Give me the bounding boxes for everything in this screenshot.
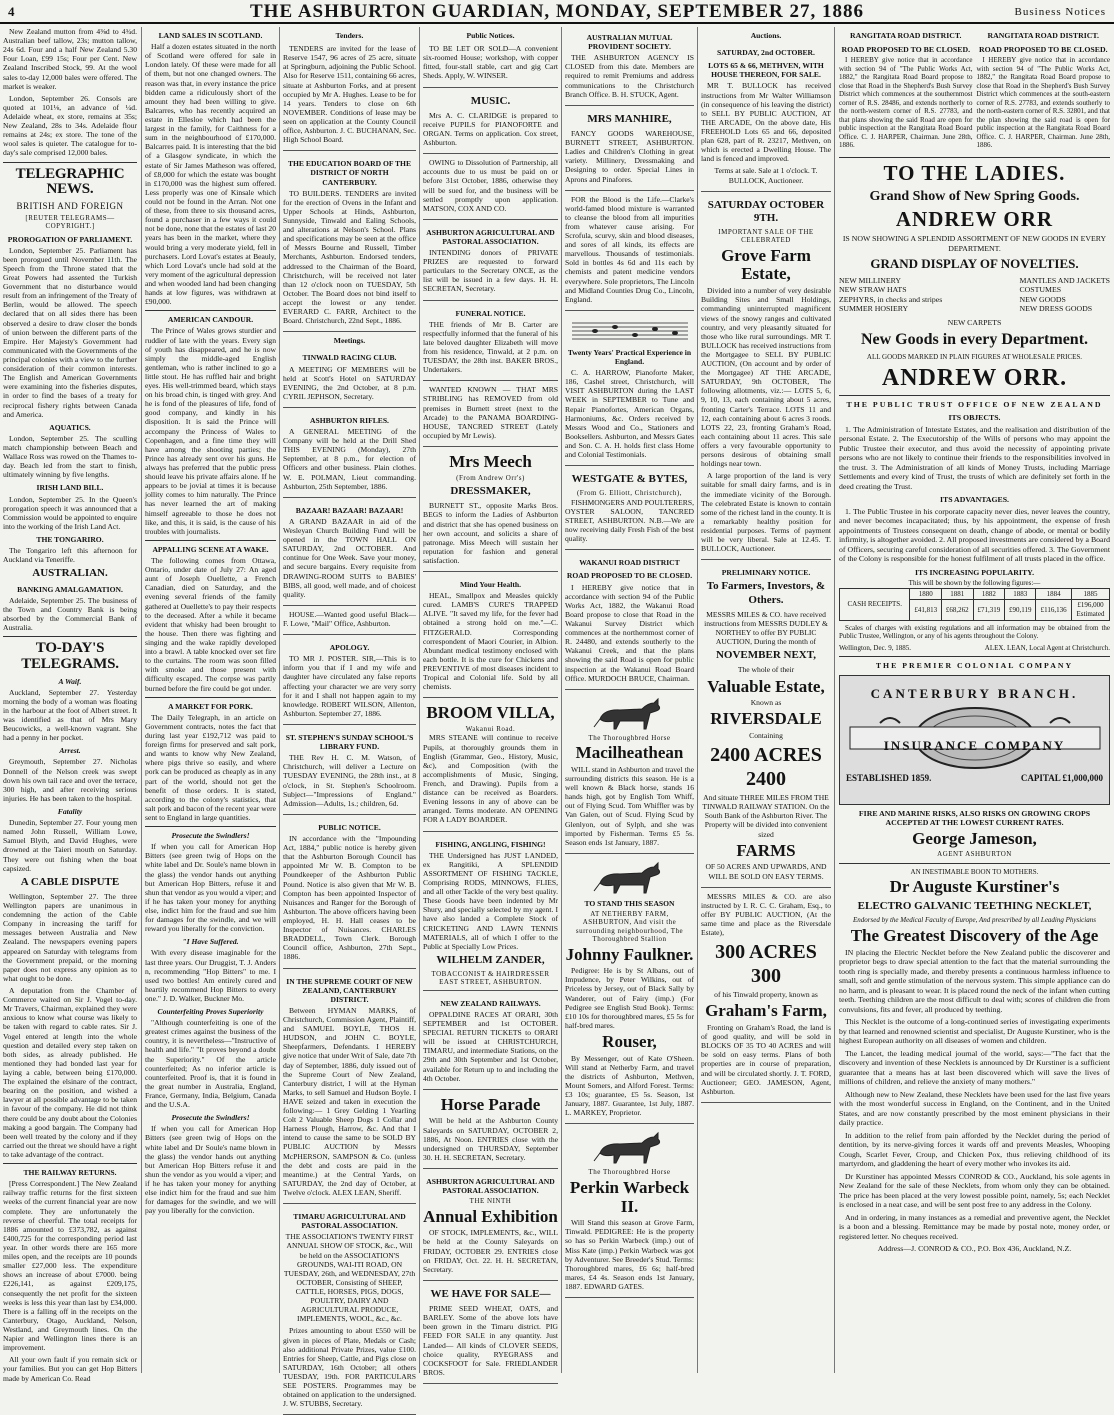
swindlers-heading-2: Prosecute the Swindlers! bbox=[171, 1113, 250, 1123]
objects-body: 1. The Administration of Intestate Estates, and the realisation and distribution of the personal Estate. 2. The Executorship of the Wills of persons who may appoint the Public Trustee their executor, and thus avoid the necessity of appointing private persons who are not likely to continue their friends to the responsibilities involved in the trust. 3. The Administration of all kinds of Money Trusts, including Marriage Settlements and every kind of Trust, the trusts of which are definitely set forth in the deed creating the Trust. bbox=[839, 424, 1110, 491]
divider bbox=[839, 157, 1110, 158]
table-cell: 1884 bbox=[1036, 588, 1072, 600]
acreage-heading: 2400 ACRES 2400 bbox=[710, 744, 822, 791]
manhire-body: FANCY GOODS WAREHOUSE, BURNETT STREET, ASHBURTON. Ladies and Children's Clothing in great variety. Millinery, Dressmaking and Designing to order. Special Lines in Aprons and Pinafores. bbox=[565, 128, 694, 184]
goods-item: NEW STRAW HATS bbox=[839, 285, 907, 295]
goods-item: SUMMER HOSIERY bbox=[839, 304, 909, 314]
piano-body: C. A. HARROW, Pianoforte Maker, 186, Cashel street, Christchurch, will VISIT ASHBURTON during the LAST WEEK in SEPTEMBER to Tune and Repair Pianofortes, American Organs, Harmoniums, &c. Orders received by Messrs Wood and Co., Stationers and Booksellers. Ashburton, and Messrs Gates and Son. C. A. H. holds first class Home and Colonial Testimonials. bbox=[565, 368, 694, 460]
amp-heading: AUSTRALIAN MUTUAL PROVIDENT SOCIETY. bbox=[586, 33, 673, 52]
perkin-ad bbox=[565, 1126, 694, 1298]
meech-name: Mrs Meech bbox=[449, 452, 532, 472]
section-label: Business Notices bbox=[1014, 6, 1106, 18]
rouser-name: Rouser, bbox=[602, 1031, 657, 1051]
meetings-heading: Meetings. bbox=[333, 336, 366, 346]
methven-heading: LOTS 65 & 66, METHVEN, WITH HOUSE THEREON, FOR SALE. bbox=[708, 61, 824, 80]
grove-date: SATURDAY OCTOBER 9TH. bbox=[707, 198, 825, 224]
methven-terms: Terms at sale. Sale at 1 o'clock. T. BULLOCK, Auctioneer. bbox=[714, 166, 818, 185]
swindlers-body-2: If when you call for American Hop Bitters (see green twig of Hops on the white label and Dr Soule's name blown in the glass) the vendor hands out anything but American Hop Bitters refuse it and shun the vendor as you would a viper; and if he has taken your money for anything else indict him for the fraud and sue him for damages for the swindle, and we will pay you liberally for the conviction. bbox=[145, 1124, 276, 1216]
annual-exhibition-ad bbox=[423, 1171, 558, 1281]
dissolution-ad bbox=[423, 156, 558, 220]
table-cell: 1885 bbox=[1071, 588, 1109, 600]
land-sales-heading: LAND SALES IN SCOTLAND. bbox=[158, 31, 263, 40]
stephens-heading: ST. STEPHEN'S SUNDAY SCHOOL'S LIBRARY FUND. bbox=[285, 733, 414, 752]
table-cell bbox=[1071, 600, 1109, 620]
divider bbox=[145, 826, 276, 827]
divider bbox=[839, 863, 1110, 864]
column-3 bbox=[279, 27, 419, 1409]
british-heading: BRITISH AND FOREIGN bbox=[16, 201, 124, 212]
table-cell: £71,319 bbox=[973, 600, 1005, 620]
telegraphic-heading: TELEGRAPHIC NEWS. bbox=[15, 165, 125, 198]
blood-ad bbox=[565, 193, 694, 311]
music-body: Mrs A. C. CLARIDGE is prepared to receive PUPILS for PIANOFORTE and ORGAN. Terms on application. Cox street, Ashburton. bbox=[423, 110, 558, 148]
manhire-ad bbox=[565, 108, 694, 191]
grove-farm-ad bbox=[701, 194, 831, 561]
market-report: New Zealand mutton from 4⅜d to 4¾d. Australian beef tallow, 23s; mutton tallow, 24s 6d. Four and a half New Zealand 5.30 Four Loan, £99 15s; Four per Cent. New Zealand Inscribed Stock, 99. At the wool sales to-day 12,000 bales were offered. The market is weaker. bbox=[3, 27, 137, 91]
logo-footer bbox=[840, 773, 1109, 784]
necklet-body-2: This Necklet is the outcome of a long-continued series of investigating experiments by that learned and renowned scientist and specialist, Dr Auguste Kurstiner, who is the highest European authority on all diseases of women and children. bbox=[839, 1017, 1110, 1046]
agri-prizes-ad bbox=[423, 222, 558, 301]
goods-item: ZEPHYRS, in checks and stripes bbox=[839, 294, 943, 304]
piano-ad bbox=[565, 313, 694, 466]
tinwald-heading: TINWALD RACING CLUB. bbox=[302, 353, 397, 363]
amp-ad bbox=[565, 27, 694, 106]
rangitata-heading-2: RANGITATA ROAD DISTRICT. bbox=[987, 31, 1099, 40]
swindlers-heading: Prosecute the Swindlers! bbox=[171, 831, 250, 841]
riversdale-intro: MESSRS MILES & CO. have received instructions from MESSRS DUDLEY & NORTHEY to offer BY PUBLIC AUCTION, During the month of bbox=[704, 609, 828, 647]
waif-body: Auckland, September 27. Yesterday morning the body of a woman was floating in the harbour at the foot of Albert street. It was identified as that of Mrs Mary Beucowicks, a well-known vagrant. She had a penny in her pocket. bbox=[3, 687, 137, 743]
boon-label: AN INESTIMABLE BOON TO MOTHERS. bbox=[910, 867, 1039, 876]
fatality-body: Dunedin, September 27. Four young men named John Russell, William Lowe, Samuel Blyth, and David Hughes, were drowned at the Taieri mouth on Saturday. They were out fishing when the boat capsized. bbox=[3, 818, 137, 873]
horse-parade-body: Will be held at the Ashburton County Saleyards on SATURDAY, OCTOBER 2, 1886, At Noon. ENTRIES close with the undersigned on THURSDAY, September 30. H. H. SECRETAN, Secretary. bbox=[423, 1116, 558, 1162]
meech-body: BURNETT ST., opposite Marks Bros. BEGS to inform the Ladies of Ashburton and district that she has opened business on her own account, and solicits a share of patronage. Miss Meech will sustain her reputation for fashion and general satisfaction. bbox=[423, 501, 558, 565]
methven-ad bbox=[701, 42, 831, 192]
wake-heading: APPALLING SCENE AT A WAKE. bbox=[152, 544, 269, 554]
graham-body: Fronting on Graham's Road, the land is of good quality, and will be sold in BLOCKS OF 35 TO 40 ACRES and will be sold on easy terms. Plans of both properties are in course of preparation, and will be circulated shortly. J. T. FORD, Auctioneer; GEO. JAMESON, Agent, Ashburton. bbox=[701, 1022, 831, 1096]
bazaar-body: A GRAND BAZAAR in aid of the Wesleyan Church Building Fund will be opened in the TOWN HALL ON SATURDAY, 2nd OCTOBER. And continue for One Week. Save your money, and secure bargains. Every requisite from DRAWING-ROOM SUITS to BABIES' BIBS, all good, well made, and of choicest quality. bbox=[283, 516, 416, 599]
bazaar-ad bbox=[283, 500, 416, 606]
macilheathean-body: WILL stand in Ashburton and travel the surrounding districts this season. He is a well known & Black horse, stands 16 hands high, got by English Tom Whiff, out of Flying Scud. Tom Whiffler was by Van Galen, out of Scud. Flying Scud by Glenlyon, out of Sylph, and she was imported by Fisherman. Terms £5 5s. Season ends 1st January, 1887. bbox=[565, 764, 694, 847]
horse-icon bbox=[590, 861, 670, 895]
meech-ad bbox=[423, 449, 558, 572]
rifles-heading: ASHBURTON RIFLES. bbox=[310, 415, 389, 425]
estimated-amount: £196,000 bbox=[1077, 601, 1104, 610]
insurance-company-name: INSURANCE COMPANY bbox=[883, 737, 1066, 753]
seed-body: PRIME SEED WHEAT, OATS, and BARLEY. Some of the above lots have been grown in the Timaru district. PIG FEED FOR SALE in any quantity. Just Landed— All kinds of CLOVER SEEDS, choice quality, RYEGRASS and COCKSFOOT for Sale. FRIEDLANDER BROS. bbox=[423, 1304, 558, 1377]
public-notices-heading: Public Notices. bbox=[466, 31, 515, 40]
australian-heading: AUSTRALIAN. bbox=[32, 567, 108, 580]
railway-returns-body: [Press Correspondent.] The New Zealand railway traffic returns for the first sixteen weeks of the current financial year are now complete. They are unfortunately the reverse of cheerful. The total receipts for 1886 amounted to £373,782, as against £400,725 for the corresponding period last year. In other words there are 165 more miles open, and the receipts are 10 pounds smaller £27,000 less. The expenditure shows an increase of about £7000. being £226,141, as against £209,175, consequently the net profit for the sixteen weeks is less this year than last by £34,000. There is a falling off in the receipts on the Canterbury, Otago, Auckland, Nelson, Westland, and Greymouth lines. On the Napier and Wellington lines there is an improvement. bbox=[3, 1179, 137, 1353]
blood-body: FOR the Blood is the Life.—Clarke's world-famed blood mixture is warranted to cleanse the blood from all impurities from whatever cause arising. For Scrofula, scurvy, skin and blood diseases, and sores of all kinds, its effects are marvellous. Thousands of testimonials. Sold in bottles 4s 6d and 11s each by chemists and patent medicine vendors everywhere. Sole proprietors, The Lincoln and Midland Counties Drug Co., Lincoln, England. bbox=[565, 194, 694, 304]
rangitata-sub-1: ROAD PROPOSED TO BE CLOSED. bbox=[841, 44, 971, 54]
rangitata-notice-2 bbox=[977, 27, 1111, 153]
goods-item: NEW DRESS GOODS bbox=[1019, 304, 1093, 314]
dressmaker-heading: DRESSMAKER, bbox=[450, 485, 531, 498]
rangitata-notice-1 bbox=[839, 27, 973, 153]
horse-parade-heading: Horse Parade bbox=[440, 1094, 541, 1114]
perkin-body: Will Stand this season at Grove Farm, Tinwald. PEDIGREE: He is the property so has so Perkin Warbeck (imp.) out of Miss Kate (imp.) Perkin Warbeck was got by Adventurer. See Breeder's Stud. Terms: Thoroughbred mares, £6 6s; half-bred mares, £4 4s. Season ends 1st January, 1887. EDWARD GATES. bbox=[565, 1218, 694, 1291]
tender-body: TENDERS are invited for the lease of Reserve 1547, 96 acres of 25 acre, situate at Springburn, adjoining the Public School. Also for Reserve 1511, containing 66 acres, situate at Ashburton Forks, and at present occupied by Mr A. Hughes. Lease to be for 14 years. Tenders to close on 6th NOVEMBER. Conditions of lease may be seen on application at the County Council office, Ashburton. J. C. BUCHANAN, Sec. High School Board. bbox=[283, 44, 416, 145]
westgate-body: FISHMONGERS AND POULTERERS, OYSTER SALOON, TANCRED STREET, ASHBURTON. N.B.—We are now receiving daily Fresh Fish of the best quality. bbox=[565, 497, 694, 544]
music-ad bbox=[423, 90, 558, 155]
stand-heading: TO STAND THIS SEASON bbox=[584, 898, 675, 908]
piano-heading: Twenty Years' Practical Experience in England. bbox=[567, 347, 692, 367]
kurstiner-agents: Dr Kurstiner has appointed Messrs CONROD & CO., Auckland, his sole agents in New Zealand for the sale of these Necklets, from whom only they can be obtained. The price has been placed at the very lowest possible point, namely, 5s; each Necklet is enclosed in a neat case, and will be sent post free to any address in the Colony. bbox=[839, 1171, 1110, 1210]
column-5 bbox=[561, 27, 697, 1373]
methven-date: SATURDAY, 2nd OCTOBER. bbox=[717, 48, 815, 58]
lancet-quote: The Lancet, the leading medical journal of the world, says:—"The fact that the discovery and invention of these Necklets is announced by Dr Kurstiner is a sufficient guarantee that a means has at last been discovered which will save the lives of millions of children, and relieve the anxiety of many mothers." bbox=[839, 1048, 1110, 1087]
graham-intro: MESSRS MILES & CO. are also instructed by I. R. C. C. Graham, Esq., to offer BY PUBLIC AUCTION, (At the same time and place as the Riversdale Estate), bbox=[701, 891, 831, 938]
grove-sub: IMPORTANT SALE OF THE CELEBRATED bbox=[718, 228, 814, 245]
electro-heading: ELECTRO GALVANIC TEETHING NECKLET, bbox=[857, 900, 1092, 913]
education-board-body: TO BUILDERS. TENDERS are invited for the erection of Ovens in the Infant and Upper Schools at Hinds, Ashburton, Sunnyside, Tinwald and Ealing Schools, and alterations at Nelson's School. Plans and specifications may be seen at the office of Messrs Bourne and Russell, Timber Merchants, Ashburton. Endorsed tenders, addressed to the Chairman of the Board, Christchurch, will be received not later than 12 o'clock noon on TUESDAY, 5th October. The Board does not bind itself to accept the lowest or any tender. EVERARD C. FARR, Architect to the Board. Christchurch, 22nd Sept., 1886. bbox=[283, 188, 416, 326]
wake-body: The following comes from Ottawa, Ontario, under date of July 27: An aged aunt of Joseph Ouellette, a French Canadian, died on Saturday, and the evening several friends of the family gathered at Ouellette's to pay their respects to the deceased. After a while it became evident that whisky had been brought to the house. Then there was fighting and singing and the wake rapidly developed into a brawl. A table knocked over set fire to the curtains. The room was soon filled with smoke and those present with difficulty escaped. The corpse was partly burned before the fire could be got under. bbox=[145, 556, 276, 693]
timaru-body: THE ASSOCIATION'S TWENTY FIRST ANNUAL SHOW OF STOCK, &c., Will be held on the ASSOCIATION'S GROUNDS, WAI-ITI ROAD, ON TUESDAY, 26th, and WEDNESDAY, 27th OCTOBER, Consisting of SHEEP, CATTLE, HORSES, PIGS, DOGS, POULTRY, DAIRY AND AGRICULTURAL PRODUCE, IMPLEMENTS, WOOL, &c., &c. bbox=[283, 1232, 416, 1324]
rangitata-body-2: I HEREBY give notice that in accordance with section 94 of "The Public Works Act, 1882," the Rangitata Road Board propose to close that Road in the Shepherd's Bush Survey District which commences at the south-eastern corner of R.S. 27783, and extends southerly to the north-eastern corner of R.S. 32801, and that the plan showing the said road is open for public inspection at the Rangitata Road Board Office. C. J. HARPER, Chairman. June 28th, 1886. bbox=[976, 56, 1110, 150]
divider bbox=[839, 395, 1110, 396]
premier-heading: THE PREMIER COLONIAL COMPANY bbox=[875, 661, 1074, 671]
table-cell: 1882 bbox=[973, 588, 1005, 600]
timaru-heading: TIMARU AGRICULTURAL AND PASTORAL ASSOCIATION. bbox=[293, 1212, 406, 1231]
andrew-orr-heading: ANDREW ORR bbox=[895, 207, 1054, 232]
divider bbox=[3, 1163, 137, 1164]
broom-villa-name: BROOM VILLA, bbox=[426, 703, 555, 723]
stand-sub: AT NETHERBY FARM, ASHBURTON, And visit the surrounding neighbourhood, The Thoroughbred Stallion bbox=[575, 909, 684, 944]
wanted-known-ad bbox=[423, 383, 558, 447]
goods-list-right bbox=[1019, 276, 1110, 314]
timaru-ad bbox=[283, 1206, 416, 1415]
perkin-sub: The Thoroughbred Horse bbox=[588, 1168, 671, 1177]
spring-goods-heading: Grand Show of New Spring Goods. bbox=[869, 188, 1080, 204]
funeral-heading: FUNERAL NOTICE. bbox=[455, 308, 526, 318]
funeral-body: THE friends of Mr B. Carter are respectfully informed that the funeral of his late beloved daughter Elizabeth will move from his residence, Tinwald, at 2 p.m. on TUESDAY, the 28th inst. BAKER BROS., Undertakers. bbox=[423, 319, 558, 375]
advantages-body: 1. The Public Trustee in his corporate capacity never dies, never leaves the country, and never becomes incapacitated; thus, by his appointment, the expense of fresh appointments of Trustees consequent on death, change of abode, or mental or bodily infirmity, is altogether avoided. 2. All proposed investments are considered by a Board of Officers, securing careful consideration of all securities offered. 3. The Government of the Colony is responsible for the honest fulfilment of all trusts placed in the office. bbox=[839, 506, 1110, 564]
tongariro-heading: THE TONGARIRO. bbox=[36, 535, 104, 544]
grove-body-2: A large proportion of the land is very suitable for small dairy farms, and is in the immediate vicinity of the Borough. The celebrated Estate is known to contain some of the richest land in the county. It is a remarkably healthy position for residential purposes. Terms of payment will be very liberal. Sale at 12.45. T. BULLOCK, Auctioneer. bbox=[701, 471, 831, 554]
established-label: ESTABLISHED 1859. bbox=[846, 773, 932, 784]
westgate-ad bbox=[565, 468, 694, 550]
necklet-body-4: In addition to the relief from pain afforded by the Necklet during the period of dentition, by its nerve-giving forces it wards off and prevents Measles, Whooping Cough, Scarlet Fever, Croup, and Chicken Pox, thus relieving childhood of its martyrdom, and gladdening the heart of every mother who invokes its aid. bbox=[839, 1130, 1110, 1169]
novelties-heading: GRAND DISPLAY OF NOVELTIES. bbox=[870, 256, 1079, 272]
johnny-faulkner-body: Pedigree: He is by St Albans, out of Impudence, by Peter Wilkins, out of Priceless by Jersey, out of Black Sally by Wanderer, out of Fairy (imp.) (For Pedigree see English Stud Book). Terms: £10 10s for thoroughbred mares, £5 5s for half-bred mares. bbox=[565, 966, 694, 1030]
manhire-heading: MRS MANHIRE, bbox=[587, 112, 672, 125]
supreme-court-body: Between HYMAN MARKS, of Christchurch, Commission Agent, Plaintiff, and SAMUEL BOYLE, THOS H. HUDSON, and JOHN C. BOYLE, Sheepfarmers, Defendants. I HEREBY give notice that under Writ of Sale, date 7th day of September, 1886, duly issued out of the Supreme Court of New Zealand, Canterbury district, I will at the Hyman Marks, to sell Samuel and Hudson Boyle. I HAVE seized and taken in execution the following:— 1 Grey Gelding 1 Yearling Colt 2 Valuable Sheep Dogs 1 Collar and Harness Plough, Harrow, &c. And that I intend to cause the same to be SOLD BY PUBLIC AUCTION by Messrs McPHERSON, SAMPSON & Co. (unless the debt and costs are paid in the meantime.) at the Central Yards, on SATURDAY, the 2nd day of October, at Twelve o'clock. ALEX LEAN, Sheriff. bbox=[283, 1005, 416, 1198]
containing-text: Containing bbox=[749, 731, 783, 741]
known-as: Known as bbox=[750, 698, 782, 708]
goods-list bbox=[839, 276, 1110, 314]
fishing-heading: FISHING, ANGLING, FISHING! bbox=[435, 839, 546, 849]
bazaar-heading: BAZAAR! BAZAAR! BAZAAR! bbox=[295, 505, 404, 515]
aquatics-body: London, September 25. The sculling match championship between Beach and Wallace Ross was rowed on the Thames to-day. Beach led from the start to finish, ultimately winning by five lengths. bbox=[3, 433, 137, 480]
table-cell: CASH RECEIPTS. bbox=[840, 588, 910, 620]
annual-exhibition-body: OF STOCK, IMPLEMENTS, &c., WILL be held at the County Saleyards on FRIDAY, OCTOBER 29. ENTRIES close on FRIDAY, Oct. 22. H. H. SECRETAN, Secretary. bbox=[423, 1228, 558, 1274]
macilheathean-sub: The Thoroughbred Horse bbox=[588, 733, 671, 742]
rifles-ad bbox=[283, 410, 416, 498]
goods-item: NEW MILLINERY bbox=[839, 275, 902, 285]
fishing-body: THE Undersigned has JUST LANDED, ex Rangitiki, A SPLENDID ASSORTMENT OF FISHING TACKLE, Comprising RODS, MINNOWS, FLIES, and all other Tackle of the very best quality. These Goods have been indented by Mr Shury, and specially selected by my agent. I have also landed a Complete Stock of CRICKETING AND LAWN TENNIS MATERIALS, all of which I offer to the Public at Specially Low Prices. bbox=[423, 850, 558, 951]
hop-bitters-note: All your own fault if you remain sick or your families. But you can get Hop Bitters made by American Co. Read bbox=[3, 1355, 137, 1383]
riversdale-ad bbox=[701, 562, 831, 887]
november-heading: NOVEMBER NEXT, bbox=[715, 649, 817, 662]
goods-list-left bbox=[839, 276, 942, 314]
marked-label: ALL GOODS MARKED IN PLAIN FIGURES AT WHOLESALE PRICES. bbox=[866, 352, 1083, 361]
seed-heading: WE HAVE FOR SALE— bbox=[430, 1287, 551, 1300]
seed-ad bbox=[423, 1283, 558, 1384]
graham-known: of his Tinwald property, known as bbox=[714, 990, 818, 1000]
carpets-label: NEW CARPETS bbox=[947, 317, 1002, 327]
prorogation-body: London, September 25. Parliament has been prorogued until November 11th. The Speech from the Throne stated that the Great Powers had assented the Turkish Government that no disturbance would result from an infringement of the Treaty of Berlin, would be allowed. The speech declared that on all sides there has been observed a desire to draw closer the bonds of union between the different parts of the Empire. Her Majesty's Government had communicated with the Governments of the principal colonies with a view to the further consideration of their common interests. The English and American Governments were examining into the fisheries disputes, in order to find the bases of a treaty for reciprocal fishery rights between Canada and America. bbox=[3, 245, 137, 419]
whole-text: The whole of their bbox=[737, 665, 795, 675]
market-report-2: London, September 26. Consols are quoted at 101⅛, an advance of ¼d. Adelaide wheat, ex store, remains at 35s; New Zealand, 28s to 34s. Adelaide flour remains at 24s; ex store. The tone of the wool sales is quieter. The catalogue for to-day's sale comprised 12,000 bales. bbox=[3, 93, 137, 158]
johnny-faulkner-name: Johnny Faulkner. bbox=[565, 944, 694, 964]
capital-label: CAPITAL £1,000,000 bbox=[1020, 773, 1103, 784]
rangitata-heading-1: RANGITATA ROAD DISTRICT. bbox=[850, 31, 962, 40]
tongariro-body: The Tongariro left this afternoon for Auckland via Teneriffe. bbox=[3, 546, 137, 565]
public-notice-heading: PUBLIC NOTICE. bbox=[318, 822, 381, 832]
stephens-ad bbox=[283, 727, 416, 815]
table-cell: £68,262 bbox=[942, 600, 974, 620]
dissolution-body: OWING to Dissolution of Partnership, all accounts due to us must be paid on or before 31st October, 1886, otherwise they will be sued for, and the business will be settled promptly upon application. MATSON, COX AND CO. bbox=[423, 158, 558, 213]
table-cell: 1880 bbox=[910, 588, 942, 600]
broom-villa-sub: Wakanui Road. bbox=[465, 725, 516, 734]
grove-farm-heading: Grove Farm Estate, bbox=[721, 245, 811, 284]
popularity-heading: ITS INCREASING POPULARITY. bbox=[914, 567, 1035, 577]
prorogation-heading: PROROGATION OF PARLIAMENT. bbox=[7, 234, 133, 244]
westgate-sub: (From G. Elliott, Christchurch), bbox=[576, 489, 683, 498]
rouser-body: By Messenger, out of Kate O'Sheen. Will stand at Netherby Farm, and travel the districts of Ashburton, Methven, Mount Somers, and Alford Forest. Terms: £3 10s; guarantee, £5 5s. Season, 1st January, 1887. Guarantee, 1st July, 1887. L. MARKEY, Proprietor. bbox=[565, 1053, 694, 1118]
arrest-body: Greymouth, September 27. Nicholas Donnell of the Nelson creek was swept down his own tail race and over the terrace, 300 high, and after receiving serious injuries. He has been taken to the hospital. bbox=[3, 757, 137, 803]
irish-body: London, September 25. In the Queen's prorogation speech it was announced that a Commission would be appointed to enquire into the working of the Irish Land Act. bbox=[3, 494, 137, 531]
tenders-heading: Tenders. bbox=[335, 31, 364, 40]
farmers-heading: To Farmers, Investors, & Others. bbox=[706, 580, 826, 606]
riversdale-situate: And situate THREE MILES FROM THE TINWALD RAILWAY STATION. On the South Bank of the Ashburton River. The Property will be divided into convenient sized bbox=[702, 793, 830, 839]
graham-farm-heading: Graham's Farm, bbox=[705, 1001, 827, 1021]
macilheathean-name: Macilheathean bbox=[575, 743, 684, 763]
annual-exhibition-heading: Annual Exhibition bbox=[423, 1206, 558, 1226]
agri-prizes-heading: ASHBURTON AGRICULTURAL AND PASTORAL ASSOCIATION. bbox=[426, 227, 555, 246]
cable-dispute-heading: A CABLE DISPUTE bbox=[20, 875, 120, 888]
health-ad bbox=[423, 574, 558, 698]
table-cell: £90,119 bbox=[1005, 600, 1036, 620]
exhibition-association: ASHBURTON AGRICULTURAL AND PASTORAL ASSOCIATION. bbox=[426, 1177, 555, 1196]
banking-body: Adelaide, September 25. The business of the Town and Country Bank is being absorbed by the Commercial Bank of Australia. bbox=[3, 595, 137, 632]
broom-villa-ad bbox=[423, 700, 558, 831]
rifles-body: A GENERAL MEETING of the Company will be held at the Drill Shed THIS EVENING (Monday), 27th September, at 8 p.m., for election of Officers and other business. Plain clothes. W. E. POLMAN, Lieut commanding. Ashburton, 25th September, 1886. bbox=[283, 427, 416, 491]
orr-body: IS NOW SHOWING A SPLENDID ASSORTMENT OF NEW GOODS IN EVERY DEPARTMENT. bbox=[842, 234, 1107, 253]
meech-sub: (From Andrew Orr's) bbox=[456, 473, 525, 482]
public-notice-ad bbox=[283, 817, 416, 969]
andrew-orr-heading-2: ANDREW ORR. bbox=[881, 364, 1068, 391]
divider bbox=[145, 310, 276, 311]
estimated-label: Estimated bbox=[1076, 610, 1105, 618]
horse-parade-ad bbox=[423, 1092, 558, 1169]
ladies-heading: TO THE LADIES. bbox=[883, 160, 1066, 185]
horse-icon bbox=[590, 1131, 670, 1165]
methven-body: MR T. BULLOCK has received instructions from Mr Walter Williamson (in consequence of his leaving the district) to SELL BY PUBLIC AUCTION, AT THE ARCADE, On the above date, His FREEHOLD Lots 65 and 66, deposited plan 628, part of R. 23217, Methven, on which is erected a Dwelling House. The land is fenced and improved. bbox=[701, 81, 831, 164]
fishing-ad bbox=[423, 834, 558, 991]
rangitata-body-1: I HEREBY give notice that in accordance with section 94 of "The Public Works Act, 1882," the Rangitata Road Board propose to close that Road in the Shepherd's Bush Survey District which commences at the southernmost corner of R.S. 28486, and extends northerly to the north-western corner of R.S. 27783, and that plans showing the said Road are open for public inspection at the Rangitata Road Board Office. C. J. HARPER, Chairman. June 28th, 1886. bbox=[839, 56, 973, 150]
column-6 bbox=[697, 27, 834, 1373]
music-heading: MUSIC. bbox=[470, 94, 511, 107]
education-board-ad bbox=[283, 153, 416, 332]
suffered-heading: "I Have Suffered. bbox=[182, 937, 239, 947]
westgate-heading: WESTGATE & BYTES, bbox=[571, 473, 688, 486]
advantages-heading: ITS ADVANTAGES. bbox=[939, 495, 1010, 505]
column-2 bbox=[141, 27, 279, 1373]
newspaper-title: THE ASHBURTON GUARDIAN, MONDAY, SEPTEMBER 27, 1886 bbox=[250, 1, 864, 22]
preliminary-heading: PRELIMINARY NOTICE. bbox=[721, 568, 811, 578]
tinwald-body: A MEETING OF MEMBERS will be held at Scott's Hotel on SATURDAY EVENING, the 2nd October, at 8 p.m. CYRIL JEPHSON, Secretary. bbox=[283, 364, 416, 401]
wakanui-sub: ROAD PROPOSED TO BE CLOSED. bbox=[566, 571, 693, 581]
health-body: HEAL, Smallpox and Measles quickly cured. LAMB'S CURE'S TRAPPED ALIVE. "It saved my life, for the fever had obtained a strong hold on me."—C. FITZGERALD. Corresponding correspondent of Maori Courier, in Albion. Abundant medical testimony enclosed with each bottle. It is the cure for Chickens and PREVENTIVE of most diseases incident to Tropical and Colonial life. Sold by all chemists. bbox=[423, 591, 558, 692]
jameson-sub: AGENT ASHBURTON bbox=[937, 850, 1012, 859]
reuter-label: [REUTER TELEGRAMS—COPYRIGHT.] bbox=[25, 213, 115, 231]
column-1 bbox=[0, 27, 140, 1383]
land-sales-body: Half a dozen estates situated in the north of Scotland were offered for sale in London lately. Of these were made for all of them, but not one changed owners. The reason was that, in every instance the price bidden came a ridiculously short of the amount they had been willing to give. Balcarres, who has recently acquired an estate in Ellesloe which had been the largest in the family, for Caithness for a sum in the neighbourhood of £170,000. Balcarres paid. It is interesting that the bid of a Glasgow syndicate, in which the estate of Sir James Matheson was offered, of £8,000 for which the estate was bought in £170,000 was the highest sum offered. Less properly was one of Kinsale which could not be found in the Arran. Not one of these, from three to six thousand acres, found a purchaser in a few ways it could not be done, none that the estates of last 20 years has been in the market, where they would bring a very moderate yield, fell in purchasers. Lord Lovat's estates at Beauly, which Lord Lovat's uncle had sold at the very moment of the agricultural depression and when wooded land had been changing hands at low figures, was withdrawn at £90,000. bbox=[145, 42, 276, 307]
page-number: 4 bbox=[8, 4, 16, 19]
table-row bbox=[840, 588, 1110, 600]
tender-ad bbox=[283, 42, 416, 151]
waif-heading: A Waif. bbox=[58, 676, 82, 686]
candour-heading: AMERICAN CANDOUR. bbox=[167, 315, 254, 325]
necklet-body: IN placing the Electric Necklet before the New Zealand public the discoverer and proprietor begs to draw special attention to the fact that the material surrounding the tooth ring is specially made, and thereby presents a continuous harmless influence to small, soft and gentle stimulation of the nervous system. This simple appliance can do no harm, and is pleasant to wear. It is placed round the neck of the infant when cutting teeth. Teething children are the most difficult to deal with; scores of children die from convulsions, fits and fever, all produced by teething. bbox=[839, 947, 1110, 1014]
goods-item: MANTLES AND JACKETS bbox=[1019, 275, 1110, 285]
public-trust-heading: THE PUBLIC TRUST OFFICE OF NEW ZEALAND bbox=[846, 399, 1103, 409]
rangitata-notices bbox=[839, 27, 1110, 153]
agri-prizes-body: INTENDING donors of PRIVATE PRIZES are requested to forward particulars to the Secretary ONCE, as the list will be issued in a few days. H. H. SECRETAN, Secretary. bbox=[423, 248, 558, 294]
supreme-court-heading: IN THE SUPREME COURT OF NEW ZEALAND, CANTERBURY DISTRICT. bbox=[286, 976, 413, 1004]
valuable-estate-heading: Valuable Estate, bbox=[707, 676, 825, 696]
health-heading: Mind Your Health. bbox=[460, 580, 521, 590]
tinwald-ad bbox=[283, 347, 416, 408]
wakanui-heading: WAKANUI ROAD DISTRICT bbox=[579, 558, 680, 568]
public-notice-body: IN accordance with the "Impounding Act, 1884," public notice is hereby given that the Ashburton Borough Council has appointed Mr W. B. Compton to be Poundkeeper of the Ashburton Public Pound. Notice is also given that Mr W. B. Compton has been appointed Inspector of Nuisances and Ranger for the Borough of Ashburton. The above officers having been employed, H. H. Hall ceases to be Inspector of Nuisances. CHARLES BRADDELL, Town Clerk. Borough Council office, Ashburton, 27th Sept., 1886. bbox=[283, 833, 416, 962]
macilheathean-ad bbox=[565, 692, 694, 854]
house-body: HOUSE.—Wanted good useful Black—F. Lowe, "Mail" Office, Ashburton. bbox=[283, 609, 416, 629]
divider bbox=[3, 162, 137, 163]
objects-heading: ITS OBJECTS. bbox=[948, 413, 1001, 423]
stephens-body: THE Rev H. C. M. Watson, of Christchurch, will deliver a Lecture on TUESDAY EVENING, the 28th inst., at 8 o'clock, in St. Stephen's Schoolroom. Subject—"Impressions of England." Admission—Adults, 1s.; children, 6d. bbox=[283, 753, 416, 808]
divider bbox=[145, 697, 276, 698]
cable-body: Wellington, September 27. The three Wellington papers are unanimous in condemning the action of the Cable Company in increasing the tariff for messages between Australia and New Zealand. The newspapers evening papers appeared on Saturday with telegrams from the Government prepaid, or the morning paper does not express any opinion as to what ought to be done. bbox=[3, 891, 137, 983]
apology-heading: APOLOGY. bbox=[329, 643, 370, 653]
greatest-discovery-heading: The Greatest Discovery of the Age bbox=[850, 926, 1099, 945]
lean-agent: ALEX. LEAN, Local Agent at Christchurch. bbox=[984, 643, 1110, 652]
receipts-table bbox=[839, 588, 1110, 621]
cable-body-2: A deputation from the Chamber of Commerce waited on Sir J. Vogel to-day. Mr Travers, Chairman, explained they were anxious to know what course was likely to be taken with regard to cable rates. Sir J. Vogel entered at length into the whole question and detailed every step taken on both sides, as already published. He mentioned they had bonded last year for laying a cable, between being £170,000. The explained the elsinare of the contract, bearing on the position, and wished a lawyer at all possible advantage to be taken in favour of the company. He did not think there could be any doubt about the Colonies making a good bargain. The Company had been well treated by the colony and if they carried out the threat we should have a right to take advantage of the contract. bbox=[3, 986, 137, 1159]
farms-terms: OF 50 ACRES AND UPWARDS, AND WILL BE SOLD ON EASY TERMS. bbox=[705, 862, 827, 881]
pork-heading: A MARKET FOR PORK. bbox=[168, 701, 253, 711]
divider bbox=[3, 636, 137, 637]
ordering-note: And in ordering, in many instances as a remedial and preventive agent, the Necklet is a boon and a blessing. Remittance may be made by postal note, money order, or registered letter. No cheques received. bbox=[839, 1212, 1110, 1241]
irish-heading: IRISH LAND BILL. bbox=[36, 483, 104, 493]
masthead bbox=[0, 0, 1114, 24]
exhibition-ninth: THE NINTH bbox=[469, 1197, 512, 1206]
column-7-wide bbox=[834, 27, 1114, 1373]
figures-note: This will be shown by the following figures:— bbox=[908, 579, 1041, 588]
table-cell: 1881 bbox=[942, 588, 974, 600]
swindlers-body: If when you call for American Hop Bitters (see green twig of Hops on the white label and Dr. Soule's name blown in the glass) the vendor hands out anything but American Hop Bitters, refuse it and shun that vendor as you would a viper; and if he has taken your money for anything else, indict him for the fraud and sue him for damages for the swindle, and we will reward you liberally for the conviction. bbox=[145, 842, 276, 934]
wanted-known-body: WANTED KNOWN — THAT MRS STRIBLING has REMOVED from old premises in Burnett street (next to the Arcade) to the PANAMA BOARDING-HOUSE, TANCRED STREET (Lately occupied by Mr Lewis). bbox=[423, 385, 558, 440]
farms-heading: FARMS bbox=[736, 840, 796, 860]
music-staff-icon bbox=[570, 318, 690, 344]
graham-acreage: 300 ACRES 300 bbox=[715, 941, 817, 988]
column-4 bbox=[419, 27, 561, 1377]
pork-body: The Daily Telegraph, in an article on Government contracts, notes the fact that during last year £192,712 was paid to foreign firms for preserved and salt pork, and wants to know why New Zealand, where pigs thrive so easily, and where pork can be produced as cheaply as in any part of the world, should not get the benefit of those orders. It is stated, according to the colony's statistics, that salt pork and bacon of the recent year were sent to England in large quantities. bbox=[145, 712, 276, 822]
house-ad bbox=[283, 608, 416, 635]
railways-body: OPPALDINE RACES AT ORARI, 30th SEPTEMBER and 1st OCTOBER. SPECIAL RETURN TICKETS to ORARI will be issued at CHRISTCHURCH, TIMARU, and intermediate Stations, on the 29th and 30th September and 1st October, available for Return up to and including the 4th October. bbox=[423, 1009, 558, 1083]
riversdale-heading: RIVERSDALE bbox=[710, 709, 822, 729]
perkin-name: Perkin Warbeck II. bbox=[569, 1177, 690, 1216]
goods-item: COSTUMES bbox=[1019, 285, 1062, 295]
johnny-faulkner-ad bbox=[565, 856, 694, 1125]
jameson-name: George Jameson, bbox=[912, 828, 1037, 848]
railways-heading: NEW ZEALAND RAILWAYS. bbox=[440, 998, 541, 1008]
graham-farm-ad bbox=[701, 890, 831, 1103]
horse-icon bbox=[590, 697, 670, 731]
auctions-heading: Auctions. bbox=[750, 31, 782, 40]
fatality-heading: Fatality bbox=[57, 806, 83, 816]
supreme-court-ad bbox=[283, 971, 416, 1205]
goods-item: NEW GOODS bbox=[1019, 294, 1066, 304]
scales-note: Scales of charges with existing regulations and all information may be obtained from the Public Trustee, Wellington, or any of his agents throughout the Colony. bbox=[839, 623, 1110, 641]
rangitata-sub-2: ROAD PROPOSED TO BE CLOSED. bbox=[978, 44, 1108, 54]
divider bbox=[145, 540, 276, 541]
branch-heading: CANTERBURY BRANCH. bbox=[870, 685, 1079, 701]
table-cell: £116,136 bbox=[1036, 600, 1072, 620]
grove-body: Divided into a number of very desirable Building Sites and Small Holdings, commanding uninterrupted magnificent views of the snowy ranges and cultivated country, and very pleasantly situated for those who like rural surroundings. MR T. BULLOCK has received instructions from the Mortgagee to SELL BY PUBLIC AUCTION, (On account and by order of the Mortgagee) AT THE ARCADE, SATURDAY, 9th OCTOBER, The following allotments, viz.:— LOTS 5, 6, 9, 10, 13, each containing about 5 acres, fronting Carter's Terrace. LOTS 11 and 12, each containing about 6 acres 3 roods. LOTS 22, 23, fronting Graham's Road, each containing about 11 acres. This sale offers a very favourable opportunity to persons desirous of obtaining small holdings near town. bbox=[701, 286, 831, 469]
education-board-heading: THE EDUCATION BOARD OF THE DISTRICT OF NORTH CANTERBURY. bbox=[287, 159, 412, 187]
apology-ad bbox=[283, 637, 416, 725]
railway-returns-heading: THE RAILWAY RETURNS. bbox=[23, 1168, 117, 1178]
todays-telegrams-heading: TO-DAY'S TELEGRAMS. bbox=[21, 640, 119, 672]
timaru-body-2: Prizes amounting to about £550 will be given in pieces of Plate, Medals or Cash; also additional Private Prizes, value £100. Entries for Sheep, Cattle, and Pigs close on SATURDAY, 16th October; all others TUESDAY, 19th. FOR PARTICULARS SEE POSTERS. Programmes may be obtained on application to the undersigned. J. W. STUBBS, Secretary. bbox=[283, 1326, 416, 1409]
to-let-ad bbox=[423, 42, 558, 87]
counterfeit-body: "Although counterfeiting is one of the greatest crimes against the business of the country, it is nevertheless—"Instructive of health and life." "It proves beyond a doubt the Superiority." Of the article counterfeited; As no inferior article is counterfeited. Proof is, that it is found in the great number in Australia, England, France, Germany, India, Belgium, Canada and the U.S.A. bbox=[145, 1018, 276, 1110]
aquatics-heading: AQUATICS. bbox=[49, 422, 91, 432]
table-cell: £41,813 bbox=[910, 600, 942, 620]
suffered-body: With every disease imaginable for the last three years. Our Druggist, T. J. Anders n, recommending "Hop Bitters" to me. I used two bottles! Am entirely cured and heartily recommend Hop Bitters to every one." J. D. Walker, Buckner Mo. bbox=[145, 948, 276, 1003]
new-goods-heading: New Goods in every Department. bbox=[860, 331, 1089, 349]
dec-date: Wellington, Dec. 9, 1885. bbox=[839, 643, 911, 652]
zander-sub: TOBACCONIST & HAIRDRESSER EAST STREET, ASHBURTON. bbox=[431, 970, 550, 987]
necklet-body-3: Although new to New Zealand, these Necklets have been used for the last five years with the most wonderful success in England, on the Continent, and in the United States, and are now constantly prescribed by the most eminent physicians in their daily practice. bbox=[839, 1089, 1110, 1128]
table-cell: 1883 bbox=[1005, 588, 1036, 600]
wakanui-ad bbox=[565, 552, 694, 689]
broom-villa-body: MRS STEANE will continue to receive Pupils, at thoroughly grounds them in English (Grammar, Geo., History, Music, &c), and Composition (with the accomplishments of Music, Singing, French, and Drawing). Pupils from a distance can be received as Boarders. Evening lessons in any of above can be arranged. Terms moderate. AN OPENING FOR A LADY BOARDER. bbox=[423, 733, 558, 825]
apology-body: TO MR J. POSTER. SIR,—This is to inform you that if I and my wife and daughter have circulated any false reports affecting your character we are very sorry for it and I shall not happen again to my knowledge. ROBERT WILSON, Allenton, Ashburton. September 27, 1886. bbox=[283, 654, 416, 718]
insurance-logo bbox=[839, 675, 1110, 805]
endorsed-label: Endorsed by the Medical Faculty of Europe, And prescribed by all Leading Physicians bbox=[853, 916, 1096, 925]
fire-marine-heading: FIRE AND MARINE RISKS, ALSO RISKS ON GROWING CROPS ACCEPTED AT THE LOWEST CURRENT RATES. bbox=[858, 808, 1091, 828]
amp-body: THE ASHBURTON AGENCY IS CLOSED from this date. Members are required to remit Premiums and address communications to the Christchurch Branch Office. B. H. STUCK, Agent. bbox=[565, 53, 694, 99]
candour-body: The Prince of Wales grows sturdier and ruddier of late with the years. Every sign of youth has disappeared, and he is now simply the middle-aged English gentleman, who is rather inclined to go a little stout. He has ruffled hair and bright eyes. His well-trimmed beard, which stays on his broad chin, is tinged with grey. And he is fond of the pleasures of life, fond of good company, and kindly in his disposition. It is said the Prince will accompany the Princess of Wales to Copenhagen, and a fine time they will have among the shooting parties; the Prince has already sent over his guns. He always has preferred that the public press should leave his private affairs alone. If he appears to be jovial at times it is because jollity comes to him naturally. The Prince has never learned the art of making himself agreeable to those he does not like, and this, it is said, is the cause of his troubles with journalists. bbox=[145, 326, 276, 536]
dr-kurstiner-heading: Dr Auguste Kurstiner's bbox=[889, 877, 1060, 897]
zander-name: WILHELM ZANDER, bbox=[436, 953, 545, 966]
railways-ad bbox=[423, 993, 558, 1090]
conrod-address: Address—J. CONROD & CO., P.O. Box 436, Auckland, N.Z. bbox=[877, 1244, 1072, 1254]
divider bbox=[839, 656, 1110, 657]
counterfeit-heading: Counterfeiting Proves Superiority bbox=[157, 1007, 264, 1017]
public-trust-signoff bbox=[839, 644, 1110, 653]
funeral-ad bbox=[423, 303, 558, 382]
arrest-heading: Arrest. bbox=[59, 746, 81, 756]
wakanui-body: I HEREBY give notice that in accordance with section 94 of the Public Works Act, 1882, the Wakanui Road Board propose to close that Road in the Wakanui Survey District which commences at the northernmost corner of R. 24480, and extends southerly to the Wakanui Creek, and that the plans showing the said Road is open for public inspection at the Wakanui Road Board Office. MURDOCH BRUCE, Chairman. bbox=[565, 582, 694, 683]
banking-heading: BANKING AMALGAMATION. bbox=[17, 584, 123, 594]
to-let-body: TO BE LET OR SOLD—A convenient six-roomed House; workshop, with copper fitted, four-stall stable, cart and gig Cart Sheds. Apply, W. WINSER. bbox=[423, 44, 558, 81]
